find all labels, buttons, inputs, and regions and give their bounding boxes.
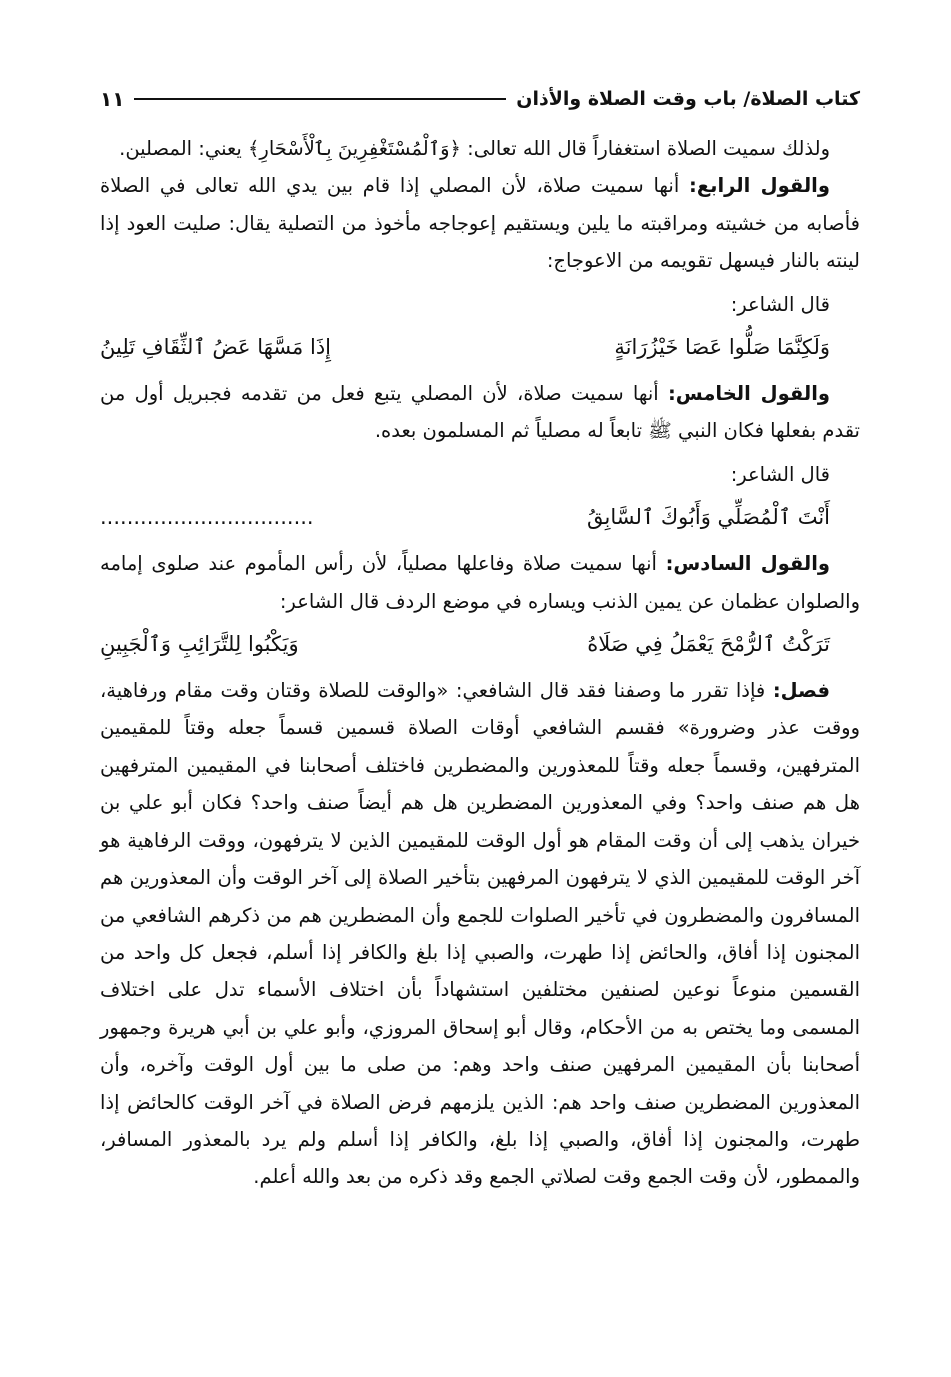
fifth-opinion-label: والقول الخامس: [668,382,830,406]
page-number: ١١ [100,87,125,111]
fourth-opinion-label: والقول الرابع: [689,174,830,198]
section-label: فصل: [772,679,830,703]
paragraph-fourth-opinion [100,167,860,279]
verse-2-first-hemistich: أَنْتَ ٱلْمُصَلِّي وَأَبُوكَ ٱلسَّابِقُ [586,505,830,530]
verse-1-first-hemistich: وَلَكِنَّمَا صَلُّوا عَصَا خَيْزُرَانَةٍ [614,335,830,360]
paragraph-fifth-opinion [100,375,860,450]
fifth-opinion-text: أنها سميت صلاة، لأن المصلي يتبع فعل من تقدمه فجبريل أول من تقدم بفعلها فكان النبي ﷺ تابعاً له مصلياً ثم المسلمون بعده. [100,382,860,443]
paragraph-sixth-opinion [100,545,860,620]
verse-2-ellipsis: ................................ [100,505,314,530]
sixth-opinion-label: والقول السادس: [665,552,831,576]
page-body [100,130,860,1196]
sixth-opinion-text: أنها سميت صلاة وفاعلها مصلياً، لأن رأس المأموم عند صلوى إمامه والصلوان عظمان عن يمين الذنب ويساره في موضع الردف قال الشاعر: [100,552,860,613]
verse-3-first-hemistich: تَرَكْتُ ٱلرُّمْحَ يَعْمَلُ فِي صَلَاهُ [587,632,830,657]
poet-label-1: قال الشاعر: [730,292,830,316]
paragraph-section [100,672,860,1196]
fourth-opinion-text: أنها سميت صلاة، لأن المصلي إذا قام بين يدي الله تعالى في الصلاة فأصابه من خشيته ومراقبته ما يلين ويستقيم إعوجاجه مأخوذ من التصلية يقال: صليت العود إذا لينته بالنار فيسهل تقويمه من الاعوجاج: [100,174,860,273]
paragraph-intro: ولذلك سميت الصلاة استغفاراً قال الله تعالى: ﴿وَٱلْمُسْتَغْفِرِينَ بِٱلْأَسْحَارِ﴾ يعني: المصلين. [119,137,830,160]
verse-3 [100,624,860,664]
section-text: فإذا تقرر ما وصفنا فقد قال الشافعي: «والوقت للصلاة وقتان وقت مقام ورفاهية، ووقت عذر وضرورة» فقسم الشافعي أوقات الصلاة قسمين قسماً جعله وقتاً للمقيمين المترفهين، وقسماً جعله وقتاً للمعذورين والمضطرين فاختلف أصحابنا في المقيمين المترفهين هل هم صنف واحد؟ وفي المعذورين المضطرين هل هم أيضاً صنف واحد؟ فكان أبو علي بن خيران يذهب إلى أن وقت المقام هو أول الوقت للمقيمين الذين لا يترفهون، ووقت الرفاهية هو آخر الوقت للمقيمين الذي لا يترفهون المرفهين بتأخير الصلاة إلى آخر الوقت وأن المعذورين هم المسافرون والمضطرون في تأخير الصلوات للجمع وأن المضطرين هم من ذكرهم الشافعي من المجنون إذا أفاق، والحائض إذا طهرت، والصبي إذا بلغ والكافر إذا أسلم، فجعل كل واحد من القسمين منوعاً نوعين لصنفين مختلفين استشهاداً بأن اختلاف الأسماء تدل على اختلاف المسمى وما يختص به من الأحكام، وقال أبو إسحاق المروزي، وأبو علي بن أبي هريرة وجمهور أصحابنا بأن المقيمين المرفهين صنف واحد وهم: من صلى ما بين أول الوقت وآخره، وأن المعذورين المضطرين صنف واحد هم: الذين يلزمهم فرض الصلاة في آخر الوقت كالحائض إذا طهرت، والمجنون إذا أفاق، والصبي إذا بلغ، والكافر إذا أسلم ولم يرد بالمعذور المسافر، والممطور، لأن وقت الجمع وقت لصلاتي الجمع وقد ذكره من بعد والله أعلم. [100,679,860,1189]
header-rule [134,98,506,100]
running-header [100,82,860,116]
verse-1 [100,327,860,367]
verse-1-second-hemistich: إِذَا مَسَّهَا عَضُ ٱلثِّقَافِ تَلِينُ [100,335,332,360]
verse-3-second-hemistich: وَيَكْبُوا لِلتَّرَائِبِ وَٱلْجَبِينِ [100,632,299,657]
poet-label-2: قال الشاعر: [730,462,830,486]
header-title: كتاب الصلاة/ باب وقت الصلاة والأذان [516,88,860,110]
verse-2 [100,497,860,537]
